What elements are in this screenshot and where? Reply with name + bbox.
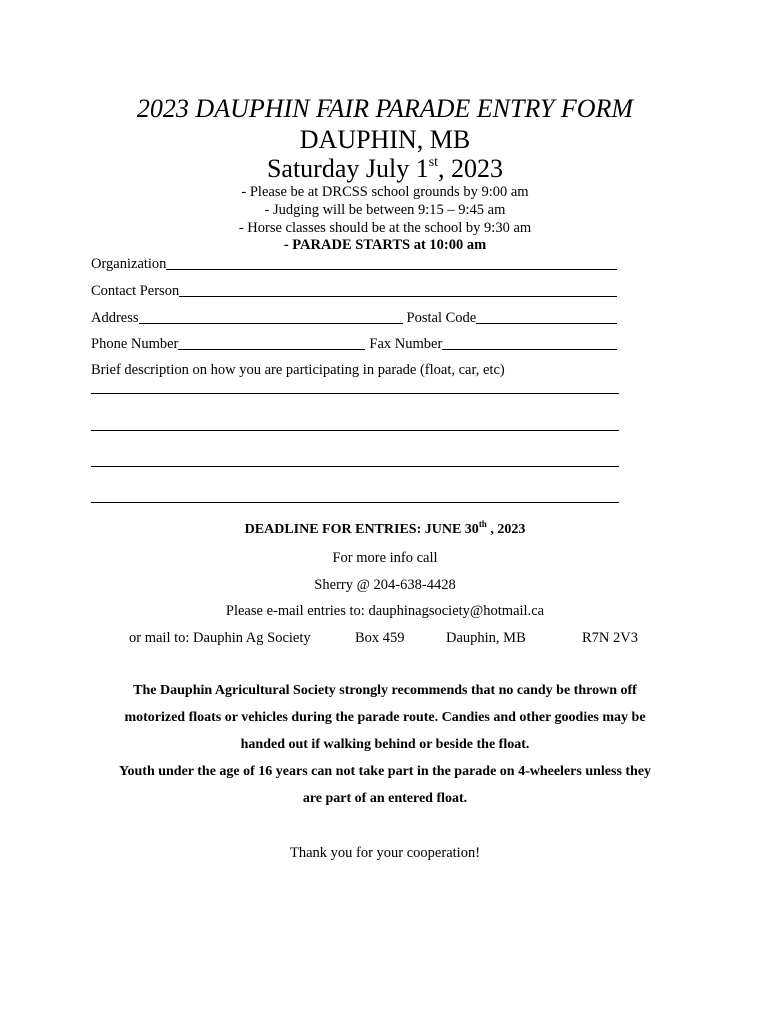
address-row bbox=[91, 309, 617, 327]
description-line-3[interactable] bbox=[91, 466, 619, 467]
more-info-text: For more info call bbox=[332, 550, 438, 566]
notice-line-4: Youth under the age of 16 years can not take part in the parade on 4-wheelers unless they bbox=[118, 764, 652, 779]
postal-code-line[interactable] bbox=[476, 309, 617, 324]
note-arrival: - Please be at DRCSS school grounds by 9:00 am bbox=[241, 184, 529, 200]
date-suffix: , 2023 bbox=[438, 154, 504, 183]
email-instructions: Please e-mail entries to: dauphinagsociety@hotmail.ca bbox=[225, 603, 545, 619]
contact-person-line[interactable] bbox=[179, 282, 617, 297]
note-horse-classes: - Horse classes should be at the school by 9:30 am bbox=[238, 220, 532, 236]
mail-town: Dauphin, MB bbox=[446, 630, 526, 646]
notice-line-1: The Dauphin Agricultural Society strongly recommends that no candy be thrown off bbox=[133, 683, 637, 698]
organization-line[interactable] bbox=[166, 255, 617, 270]
note-judging: - Judging will be between 9:15 – 9:45 am bbox=[264, 202, 506, 218]
postal-code-label: Postal Code bbox=[406, 310, 477, 326]
notice-line-3: handed out if walking behind or beside the float. bbox=[240, 737, 530, 752]
contact-phone-text: Sherry @ 204-638-4428 bbox=[314, 577, 456, 593]
description-line-4[interactable] bbox=[91, 502, 619, 503]
deadline-suffix: , 2023 bbox=[486, 522, 526, 537]
mail-box: Box 459 bbox=[355, 630, 405, 646]
deadline-prefix: DEADLINE FOR ENTRIES: JUNE 30 bbox=[244, 522, 479, 537]
phone-number-line[interactable] bbox=[178, 335, 365, 350]
mail-label: or mail to: Dauphin Ag Society bbox=[129, 630, 311, 646]
mail-postal-code: R7N 2V3 bbox=[582, 630, 638, 646]
description-line-2[interactable] bbox=[91, 430, 619, 431]
notice-line-5: are part of an entered float. bbox=[302, 791, 468, 806]
notice-line-2: motorized floats or vehicles during the parade route. Candies and other goodies may be bbox=[124, 710, 646, 725]
phone-number-label: Phone Number bbox=[91, 336, 179, 352]
description-line-1[interactable] bbox=[91, 393, 619, 394]
address-label: Address bbox=[91, 310, 139, 326]
deadline-heading bbox=[0, 519, 770, 538]
contact-person-field[interactable] bbox=[91, 282, 617, 300]
organization-field[interactable] bbox=[91, 255, 617, 273]
note-parade-start bbox=[0, 236, 770, 254]
date-prefix: Saturday July 1 bbox=[266, 154, 429, 183]
form-location: DAUPHIN, MB bbox=[299, 125, 471, 154]
address-line[interactable] bbox=[139, 309, 403, 324]
fax-number-line[interactable] bbox=[442, 335, 617, 350]
fax-number-label: Fax Number bbox=[369, 336, 443, 352]
date-ordinal: st bbox=[428, 155, 439, 170]
parade-start-text: PARADE STARTS at 10:00 am bbox=[292, 237, 487, 253]
phone-fax-row bbox=[91, 335, 617, 353]
form-title: 2023 DAUPHIN FAIR PARADE ENTRY FORM bbox=[136, 94, 634, 123]
thanks-text: Thank you for your cooperation! bbox=[289, 845, 481, 861]
description-label: Brief description on how you are participating in parade (float, car, etc) bbox=[91, 362, 505, 378]
deadline-ordinal: th bbox=[478, 519, 487, 529]
contact-person-label: Contact Person bbox=[91, 283, 180, 299]
organization-label: Organization bbox=[91, 256, 167, 272]
parade-start-dash: - bbox=[283, 237, 293, 253]
